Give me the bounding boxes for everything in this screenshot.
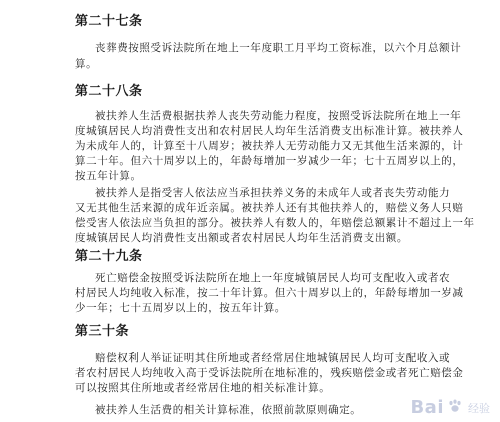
article-28-p2-line: 偿受害人依法应当负担的部分。被扶养人有数人的，年赔偿总额累计不超过上一年: [75, 217, 475, 229]
article-27-heading: 第二十七条: [75, 14, 143, 29]
baidu-jingyan-watermark: [410, 397, 490, 418]
article-28-p1-line: 被扶养人生活费根据扶养人丧失劳动能力程度，按照受诉法院所在地上一年: [95, 110, 462, 122]
article-28-p2-line: 被扶养人是指受害人依法应当承担扶养义务的未成年人或者丧失劳动能力: [95, 187, 451, 199]
article-28-p2-line: 度城镇居民人均消费性支出额或者农村居民人均年生活消费支出额。: [75, 232, 408, 244]
article-28-p1-line: 为未成年人的，计算至十八周岁；被扶养人无劳动能力又无其他生活来源的，计: [75, 140, 464, 152]
watermark-suffix: 经验: [468, 401, 490, 415]
article-28-p2-line: 又无其他生活来源的成年近亲属。被扶养人还有其他扶养人的，赔偿义务人只赔: [75, 202, 464, 214]
article-28-p1-line: 度城镇居民人均消费性支出和农村居民人均年生活消费支出标准计算。被扶养人: [75, 125, 464, 137]
article-29-line: 村居民人均纯收入标准，按二十年计算。但六十周岁以上的，年龄每增加一岁减: [75, 287, 464, 299]
paw-logo-icon: [447, 398, 463, 418]
article-29-line: 少一年；七十五周岁以上的，按五年计算。: [75, 302, 286, 314]
article-30-p1-line: 者农村居民人均纯收入高于受诉法院所在地标准的，残疾赔偿金或者死亡赔偿金: [75, 367, 464, 379]
article-27-line: 丧葬费按照受诉法院所在地上一年度职工月平均工资标准，以六个月总额计: [95, 42, 462, 54]
watermark-text: Bai: [410, 397, 444, 418]
article-30-heading: 第三十条: [75, 324, 130, 339]
article-30-p1-line: 赔偿权利人举证证明其住所地或者经常居住地城镇居民人均可支配收入或: [95, 352, 451, 364]
article-28-heading: 第二十八条: [75, 84, 143, 99]
article-28-p1-line: 算二十年。但六十周岁以上的，年龄每增加一岁减少一年；七十五周岁以上的，: [75, 155, 464, 167]
article-30-p1-line: 可以按照其住所地或者经常居住地的相关标准计算。: [75, 382, 331, 394]
article-28-p1-line: 按五年计算。: [75, 170, 142, 182]
article-29-line: 死亡赔偿金按照受诉法院所在地上一年度城镇居民人均可支配收入或者农: [95, 272, 451, 284]
article-30-p2-line: 被扶养人生活费的相关计算标准，依照前款原则确定。: [95, 404, 362, 416]
article-27-line: 算。: [75, 58, 98, 70]
article-29-heading: 第二十九条: [75, 249, 143, 264]
